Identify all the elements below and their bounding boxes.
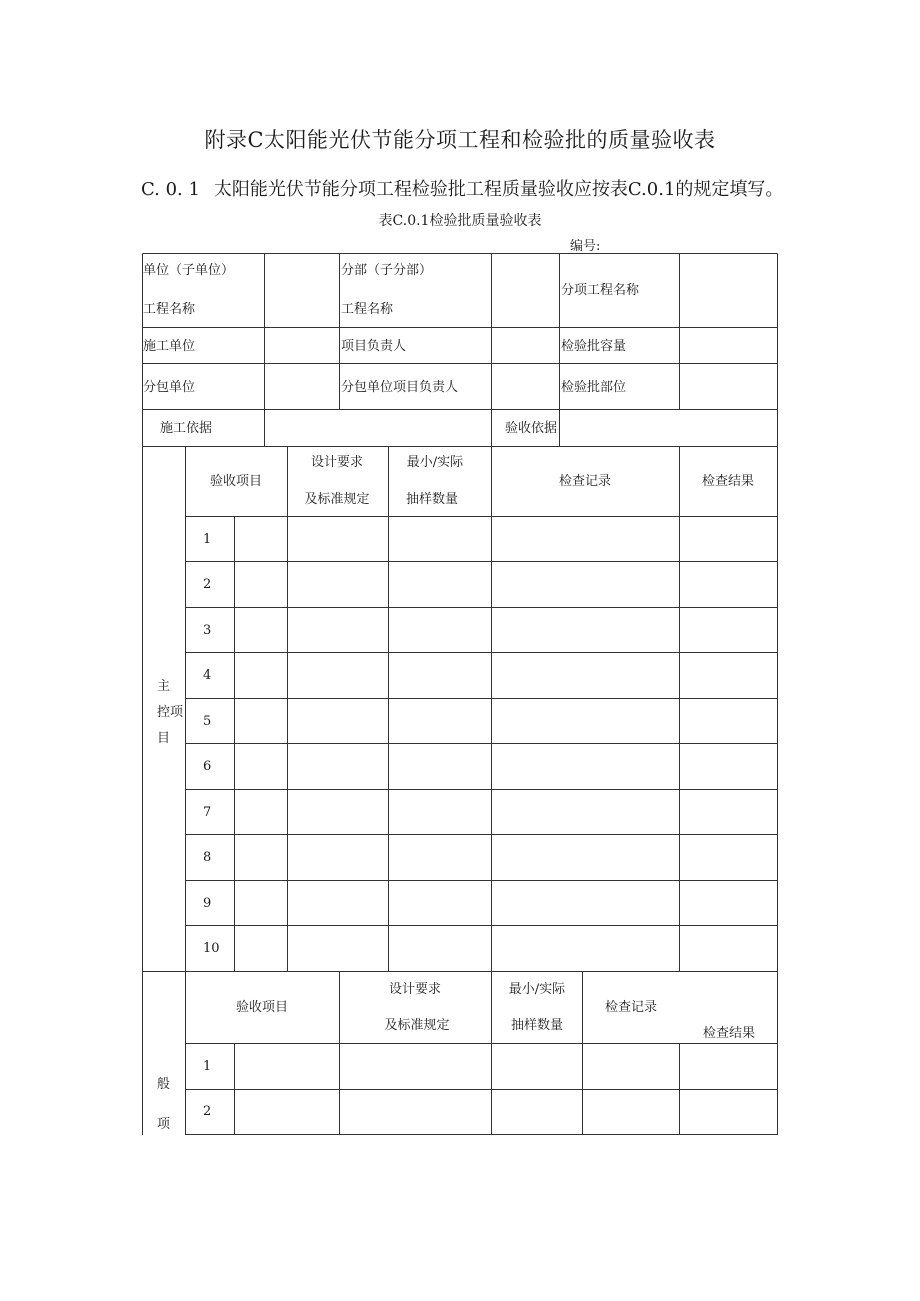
main-header-design-1: 设计要求 (310, 455, 364, 470)
sub-division-name-label-line1: 分部（子分部） (341, 263, 433, 278)
main-row-number: 8 (203, 850, 212, 865)
main-header-sample-2: 抽样数量 (405, 492, 459, 507)
main-header-sample-1: 最小/实际 (406, 455, 464, 470)
subcontract-manager-label: 分包单位项目负责人 (341, 380, 459, 395)
main-row-number: 2 (203, 577, 212, 592)
general-header-sample-2: 抽样数量 (510, 1018, 564, 1033)
main-row-number: 4 (203, 668, 212, 683)
construction-unit-label: 施工单位 (143, 339, 196, 354)
unit-project-name-label-line2: 工程名称 (143, 302, 196, 317)
general-row-number: 1 (203, 1059, 212, 1074)
main-control-label-1: 主 (157, 679, 171, 694)
main-header-design-2: 及标准规定 (304, 492, 370, 507)
main-header-record: 检查记录 (558, 474, 612, 489)
sub-division-name-label-line2: 工程名称 (341, 302, 394, 317)
general-header-sample-1: 最小/实际 (508, 982, 566, 997)
construction-basis-label: 施工依据 (160, 421, 213, 436)
main-row-number: 10 (203, 941, 220, 956)
clause-number: C. 0. 1 (141, 179, 200, 200)
document-title: 附录C太阳能光伏节能分项工程和检验批的质量验收表 (204, 128, 716, 152)
general-header-design-2: 及标准规定 (384, 1018, 450, 1033)
general-label-1: 般 (157, 1077, 171, 1092)
item-project-name-label: 分项工程名称 (561, 283, 640, 298)
general-header-record: 检查记录 (604, 1000, 658, 1015)
main-row-number: 6 (203, 759, 212, 774)
general-label-2: 项 (157, 1117, 171, 1132)
batch-location-label: 检验批部位 (561, 380, 627, 395)
main-header-item: 验收项目 (209, 474, 263, 489)
unit-project-name-label-line1: 单位（子单位） (143, 263, 235, 278)
main-row-number: 1 (203, 532, 212, 547)
acceptance-basis-label: 验收依据 (505, 421, 558, 436)
clause-text: 太阳能光伏节能分项工程检验批工程质量验收应按表C.0.1的规定填写。 (213, 179, 784, 200)
main-row-number: 7 (203, 805, 212, 820)
general-row-number: 2 (203, 1104, 212, 1119)
main-control-label-3: 目 (157, 731, 171, 746)
general-header-result: 检查结果 (702, 1026, 756, 1041)
batch-capacity-label: 检验批容量 (561, 339, 627, 354)
main-row-number: 5 (203, 714, 212, 729)
project-manager-label: 项目负责人 (341, 339, 407, 354)
general-header-item: 验收项目 (235, 1000, 289, 1015)
main-control-label-2: 控项 (157, 705, 184, 720)
form-number-label: 编号: (570, 239, 601, 254)
subcontract-unit-label: 分包单位 (143, 380, 196, 395)
general-header-design-1: 设计要求 (388, 982, 442, 997)
main-row-number: 9 (203, 896, 212, 911)
main-header-result: 检查结果 (701, 474, 755, 489)
table-caption: 表C.0.1检验批质量验收表 (378, 213, 542, 229)
main-row-number: 3 (203, 623, 212, 638)
